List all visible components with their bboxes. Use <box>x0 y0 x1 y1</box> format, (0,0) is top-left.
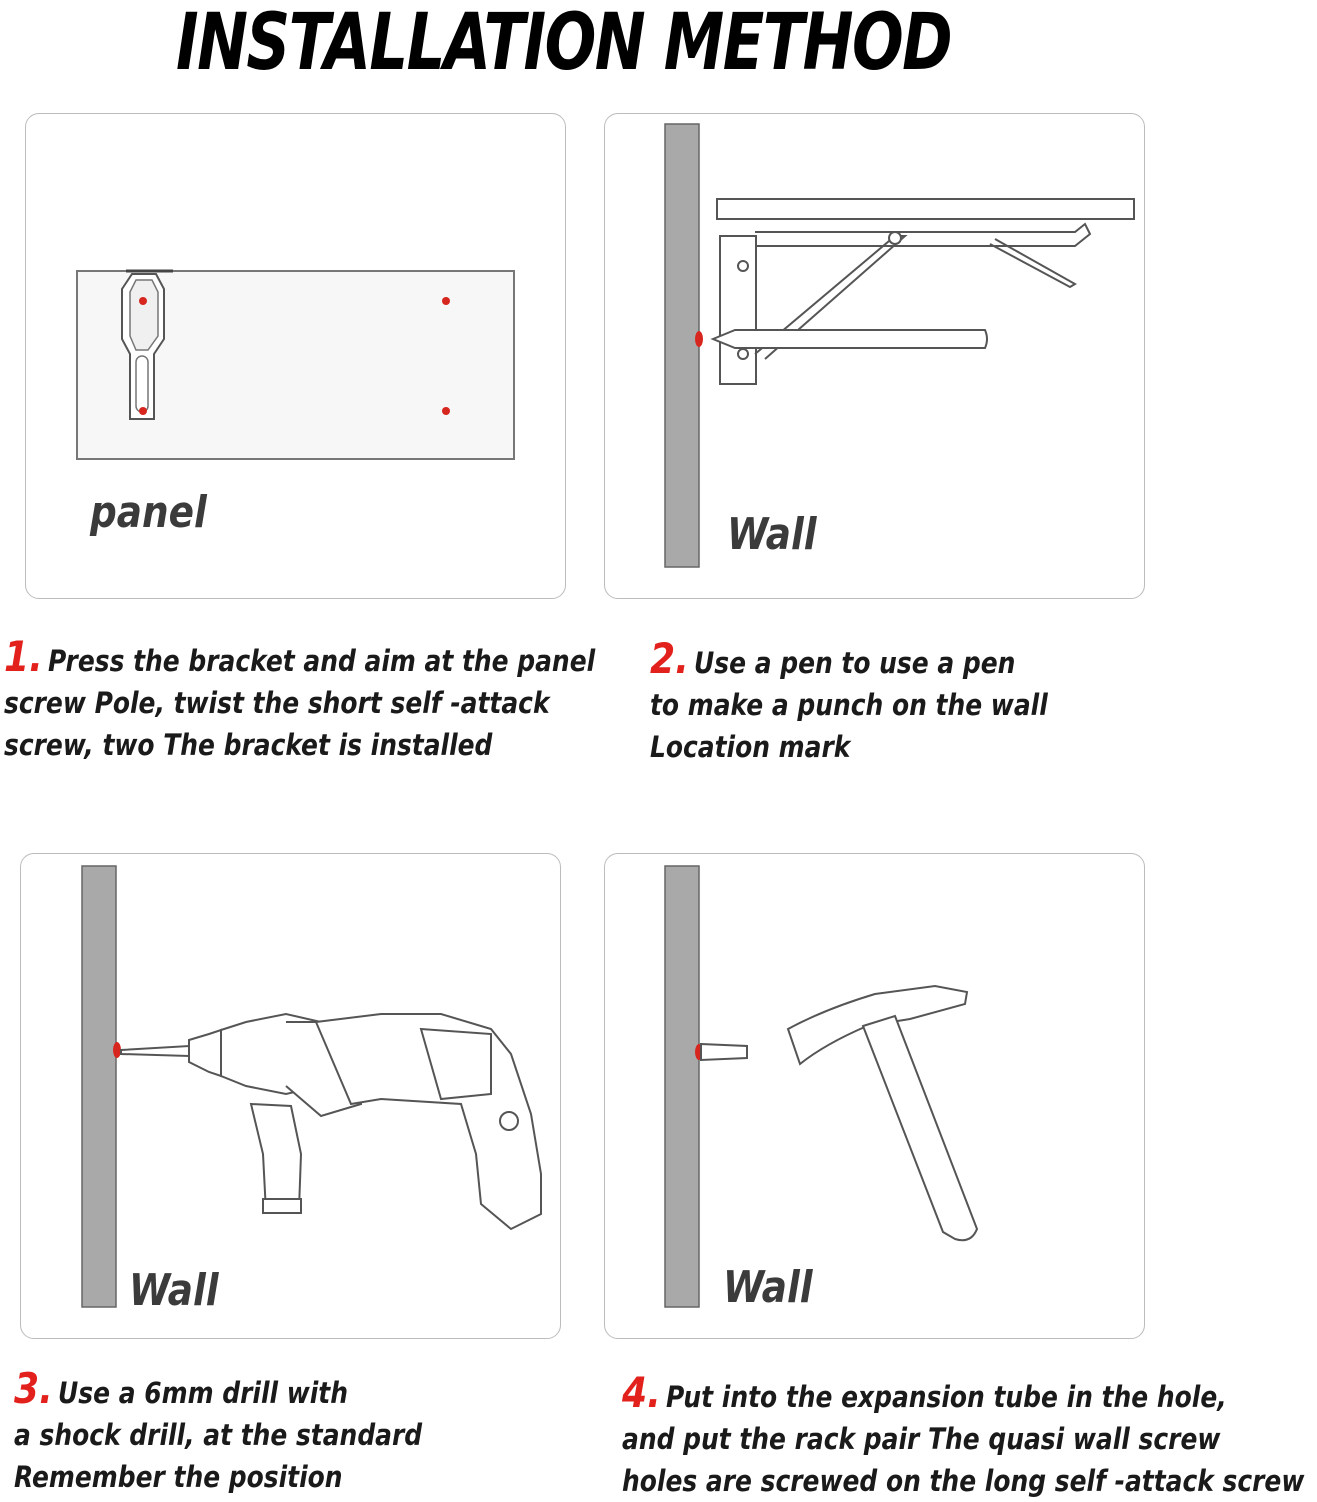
location-mark <box>695 331 703 347</box>
step-line: a shock drill, at the standard <box>14 1418 423 1452</box>
panel-label: Wall <box>727 509 817 560</box>
step-3-text <box>14 1364 423 1498</box>
wall-marking-illustration <box>605 114 1146 600</box>
screw-mark <box>442 407 450 415</box>
step-line: holes are screwed on the long self -attack screw <box>622 1464 1305 1498</box>
step-4-text <box>622 1368 1305 1502</box>
step-number: 1. <box>4 632 43 681</box>
panel-label: Wall <box>723 1262 813 1313</box>
step-line: screw, two The bracket is installed <box>4 728 493 762</box>
step-line: Put into the expansion tube in the hole, <box>666 1380 1227 1414</box>
step-line: Remember the position <box>14 1460 343 1494</box>
hammer-icon <box>788 986 977 1240</box>
expansion-tube-icon <box>701 1044 747 1060</box>
page-title: INSTALLATION METHOD <box>176 0 952 88</box>
panel-step-4 <box>604 853 1145 1339</box>
panel-step-3 <box>20 853 561 1339</box>
wall <box>665 124 699 567</box>
panel-step-1 <box>25 113 566 599</box>
hammering-illustration <box>605 854 1146 1340</box>
panel-label: panel <box>90 487 207 538</box>
step-line: Location mark <box>650 730 851 764</box>
panel-step-2 <box>604 113 1145 599</box>
step-1-text <box>4 632 596 766</box>
shelf-board <box>717 199 1134 219</box>
drill-hole-mark <box>113 1042 121 1058</box>
drilling-illustration <box>21 854 562 1340</box>
drill-icon <box>121 1014 541 1229</box>
step-number: 2. <box>650 634 689 683</box>
screw-mark <box>442 297 450 305</box>
step-line: screw Pole, twist the short self -attack <box>4 686 550 720</box>
step-line: and put the rack pair The quasi wall screw <box>622 1422 1221 1456</box>
shelf-bracket-icon <box>720 224 1090 384</box>
step-line: Use a 6mm drill with <box>58 1376 348 1410</box>
wall <box>82 866 116 1307</box>
step-line: Press the bracket and aim at the panel <box>48 644 596 678</box>
step-line: to make a punch on the wall <box>650 688 1048 722</box>
wall <box>665 866 699 1307</box>
step-line: Use a pen to use a pen <box>694 646 1016 680</box>
panel-label: Wall <box>129 1265 219 1316</box>
step-number: 3. <box>14 1364 53 1413</box>
step-number: 4. <box>622 1368 661 1417</box>
step-2-text <box>650 634 1048 768</box>
pen-icon <box>713 330 987 348</box>
